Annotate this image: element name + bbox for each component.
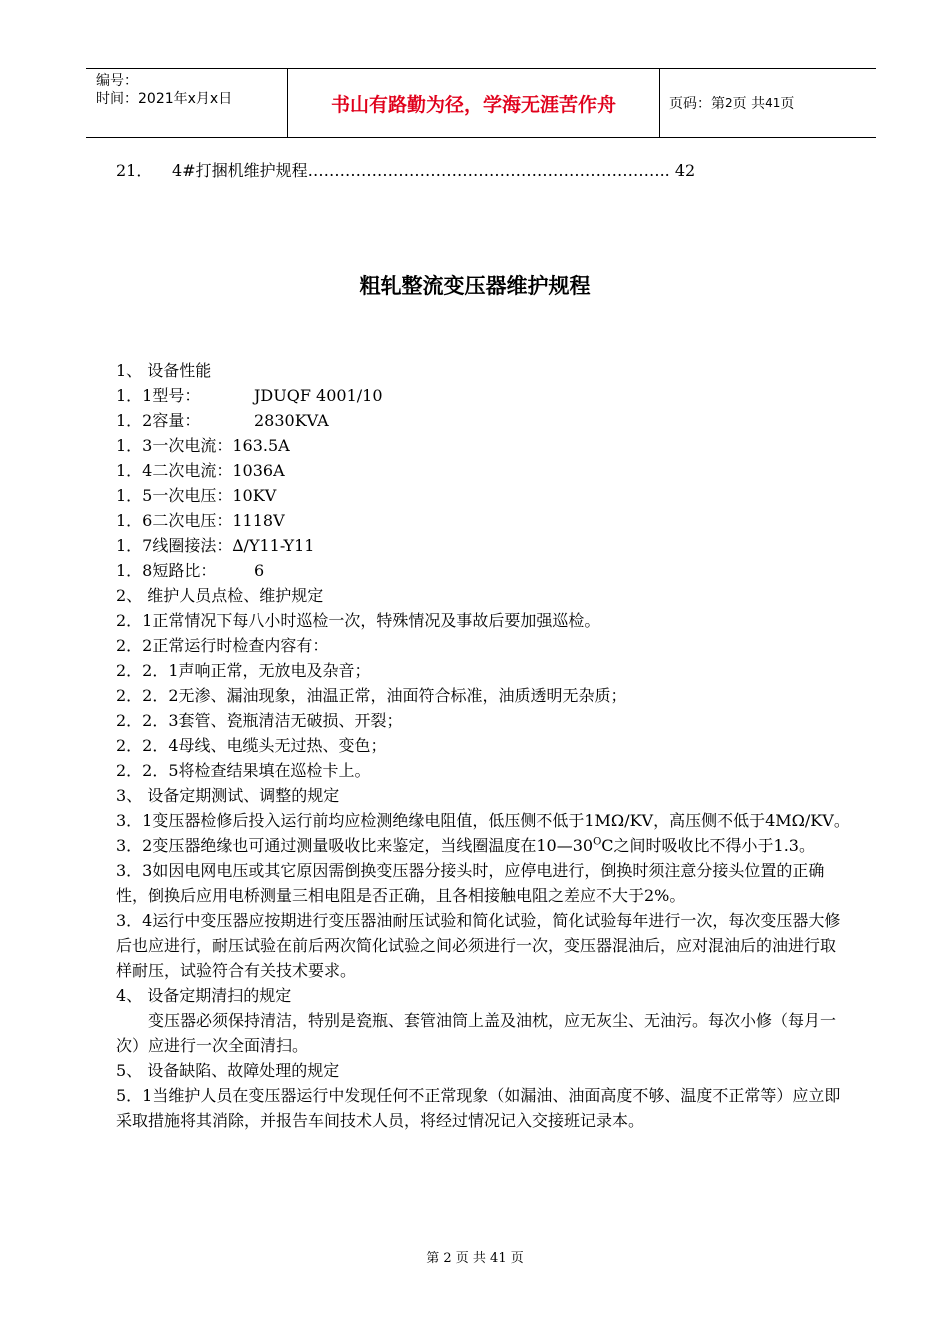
page-header xyxy=(86,68,876,138)
list-item: 2．2正常运行时检查内容有： xyxy=(116,636,329,655)
list-item: 2．1正常情况下每八小时巡检一次，特殊情况及事故后要加强巡检。 xyxy=(116,611,601,630)
header-time-label: 时间：2021年x月x日 xyxy=(96,91,233,107)
paragraph: 变压器必须保持清洁，特别是瓷瓶、套管油筒上盖及油枕，应无灰尘、无油污。每次小修（每月一次）应进行一次全面清扫。 xyxy=(116,1011,837,1055)
document-body xyxy=(116,358,850,1133)
paragraph: 3．1变压器检修后投入运行前均应检测绝缘电阻值，低压侧不低于1MΩ/KV，高压侧不低于4MΩ/KV。 xyxy=(116,811,850,830)
page-footer: 第 2 页 共 41 页 xyxy=(426,1251,524,1266)
spec-row: 1．3一次电流：163.5A xyxy=(116,436,290,455)
spec-row: 1．4二次电流：1036A xyxy=(116,461,285,480)
page-total: 41 xyxy=(765,96,781,110)
document-title: 粗轧整流变压器维护规程 xyxy=(359,274,591,298)
spec-row: 1．6二次电压：1118V xyxy=(116,511,285,530)
spec-row: 1．2容量： 2830KVA xyxy=(116,411,329,430)
paragraph: 5．1当维护人员在变压器运行中发现任何不正常现象（如漏油、油面高度不够、温度不正常等）应立即采取措施将其消除，并报告车间技术人员，将经过情况记入交接班记录本。 xyxy=(116,1086,841,1130)
paragraph: 3．4运行中变压器应按期进行变压器油耐压试验和简化试验，简化试验每年进行一次，每次变压器大修后也应进行，耐压试验在前后两次简化试验之间必须进行一次，变压器混油后，应对混油后的油进行取样耐压，试验符合有关技术要求。 xyxy=(116,911,841,980)
list-item: 2．2．4母线、电缆头无过热、变色； xyxy=(116,736,387,755)
section-2-heading: 2、 维护人员点检、维护规定 xyxy=(116,586,324,605)
spec-row: 1．5一次电压：10KV xyxy=(116,486,277,505)
section-1-heading: 1、 设备性能 xyxy=(116,361,212,380)
toc-page: .. 42 xyxy=(659,161,696,180)
paragraph: 3．3如因电网电压或其它原因需倒换变压器分接头时，应停电进行，倒换时须注意分接头位置的正确性，倒换后应用电桥测量三相电阻是否正确，且各相接触电阻之差应不大于2%。 xyxy=(116,861,825,905)
toc-entry[interactable] xyxy=(116,159,695,183)
paragraph: 3．2变压器绝缘也可通过测量吸收比来鉴定，当线圈温度在$10—30^OC$之间时吸收比不得小于1.3。 xyxy=(116,836,815,855)
page-prefix: 页码：第 xyxy=(669,96,725,112)
page-mid: 页 共 xyxy=(732,96,766,112)
page-current: 2 xyxy=(725,96,733,110)
list-item: 2．2．3套管、瓷瓶清洁无破损、开裂； xyxy=(116,711,403,730)
header-page-info xyxy=(660,69,876,137)
toc-text: 4#打捆机维护规程………………………………………………………… xyxy=(172,161,660,180)
list-item: 2．2．1声响正常，无放电及杂音； xyxy=(116,661,371,680)
page-suffix: 页 xyxy=(780,96,795,112)
list-item: 2．2．5将检查结果填在巡检卡上。 xyxy=(116,761,371,780)
toc-number: 21． xyxy=(116,161,153,180)
section-5-heading: 5、 设备缺陷、故障处理的规定 xyxy=(116,1061,340,1080)
section-3-heading: 3、 设备定期测试、调整的规定 xyxy=(116,786,340,805)
spec-row: 1．7线圈接法：∆/Y11-Y11 xyxy=(116,536,315,555)
section-4-heading: 4、 设备定期清扫的规定 xyxy=(116,986,292,1005)
header-meta xyxy=(86,69,287,137)
spec-row: 1．8短路比： 6 xyxy=(116,561,265,580)
list-item: 2．2．2无渗、漏油现象，油温正常，油面符合标准，油质透明无杂质； xyxy=(116,686,627,705)
spec-row: 1．1型号： JDUQF 4001/10 xyxy=(116,386,383,405)
header-number-label: 编号： xyxy=(96,73,138,89)
header-motto: 书山有路勤为径，学海无涯苦作舟 xyxy=(287,69,660,137)
